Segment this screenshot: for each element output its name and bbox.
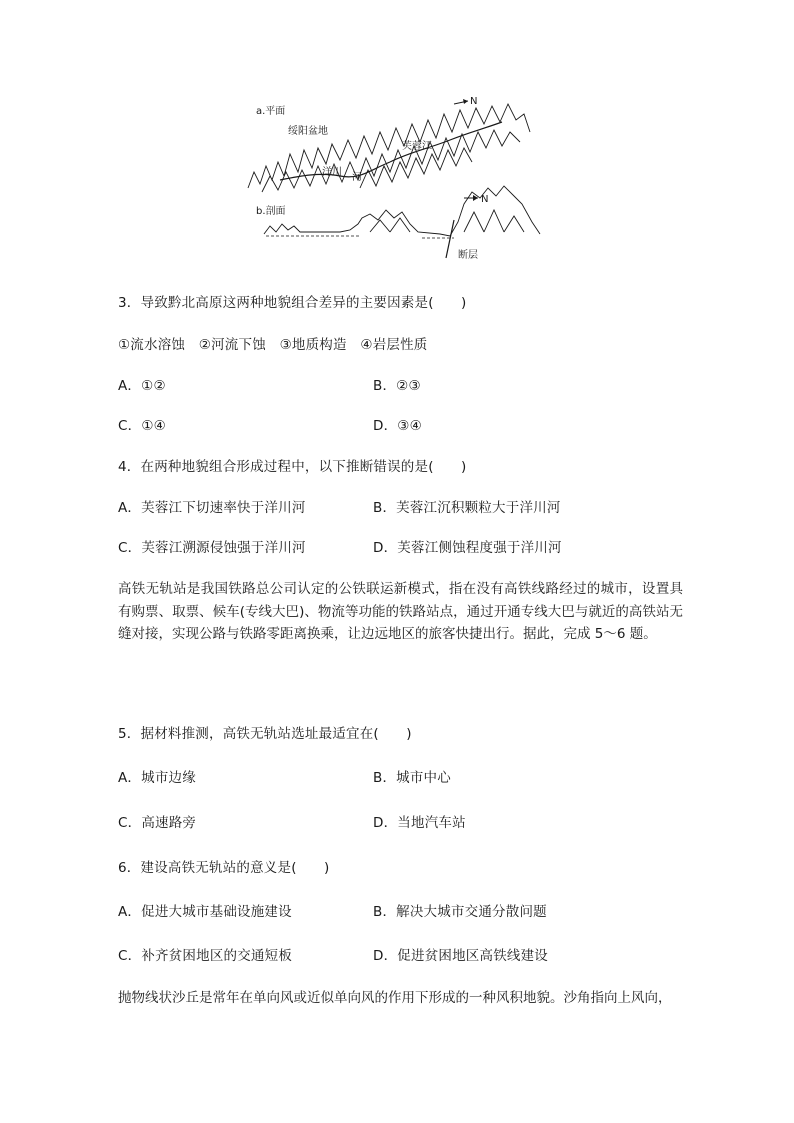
plan-view xyxy=(248,96,530,192)
question-4-option-a[interactable]: A．芙蓉江下切速率快于洋川河 xyxy=(118,500,306,516)
north-arrow-plan xyxy=(454,96,477,107)
label-profile: b.剖面 xyxy=(256,206,286,217)
label-basin: 绥阳盆地 xyxy=(288,126,328,137)
landform-figure xyxy=(240,92,560,264)
plan-mountains xyxy=(248,104,530,192)
question-3-option-b[interactable]: B．②③ xyxy=(373,378,421,394)
profile-view xyxy=(256,186,540,261)
question-6-option-a[interactable]: A．促进大城市基础设施建设 xyxy=(118,904,292,920)
question-3-items: ①流水溶蚀 ②河流下蚀 ③地质构造 ④岩层性质 xyxy=(118,337,428,353)
question-4-stem: 4．在两种地貌组合形成过程中，以下推断错误的是( ) xyxy=(118,459,467,475)
question-5-option-d[interactable]: D．当地汽车站 xyxy=(373,815,466,831)
label-yangchuan-2: 河 xyxy=(352,172,362,183)
question-5-option-c[interactable]: C．高速路旁 xyxy=(118,815,197,831)
question-6-stem: 6．建设高铁无轨站的意义是( ) xyxy=(118,860,330,876)
fault-line xyxy=(446,220,454,258)
question-3-option-a[interactable]: A．①② xyxy=(118,378,166,394)
label-fault: 断层 xyxy=(458,250,478,261)
passage-parabolic-dune: 抛物线状沙丘是常年在单向风或近似单向风的作用下形成的一种风积地貌。沙角指向上风向， xyxy=(118,990,672,1006)
question-6-option-b[interactable]: B．解决大城市交通分散问题 xyxy=(373,904,547,920)
question-6-option-d[interactable]: D．促进贫困地区高铁线建设 xyxy=(373,948,548,964)
question-4-option-d[interactable]: D．芙蓉江侧蚀程度强于洋川河 xyxy=(373,540,562,556)
north-label-profile: N xyxy=(481,194,489,205)
question-5-stem: 5．据材料推测，高铁无轨站选址最适宜在( ) xyxy=(118,726,412,742)
question-4-option-c[interactable]: C．芙蓉江溯源侵蚀强于洋川河 xyxy=(118,540,306,556)
question-3-option-d[interactable]: D．③④ xyxy=(373,418,422,434)
question-5-option-b[interactable]: B．城市中心 xyxy=(373,770,451,786)
north-label-plan: N xyxy=(470,96,478,107)
question-5-option-a[interactable]: A．城市边缘 xyxy=(118,770,196,786)
label-yangchuan-1: 洋川 xyxy=(322,167,342,178)
water-surface xyxy=(266,236,454,238)
label-plan: a.平面 xyxy=(256,106,286,117)
passage-high-speed-rail: 高铁无轨站是我国铁路总公司认定的公铁联运新模式，指在没有高铁线路经过的城市，设置具有购票、取票、候车(专线大巴)、物流等功能的铁路站点，通过开通专线大巴与就近的高铁站无缝对接，实现公路与铁路零距离换乘，让边远地区的旅客快捷出行。据此，完成 5～6 题。 xyxy=(118,581,683,642)
question-4-option-b[interactable]: B．芙蓉江沉积颗粒大于洋川河 xyxy=(373,500,561,516)
profile-terrain xyxy=(264,186,540,236)
question-3-stem: 3．导致黔北高原这两种地貌组合差异的主要因素是( ) xyxy=(118,295,467,311)
question-3-option-c[interactable]: C．①④ xyxy=(118,418,166,434)
question-6-option-c[interactable]: C．补齐贫困地区的交通短板 xyxy=(118,948,293,964)
label-furong-river: 芙蓉江 xyxy=(402,141,432,152)
